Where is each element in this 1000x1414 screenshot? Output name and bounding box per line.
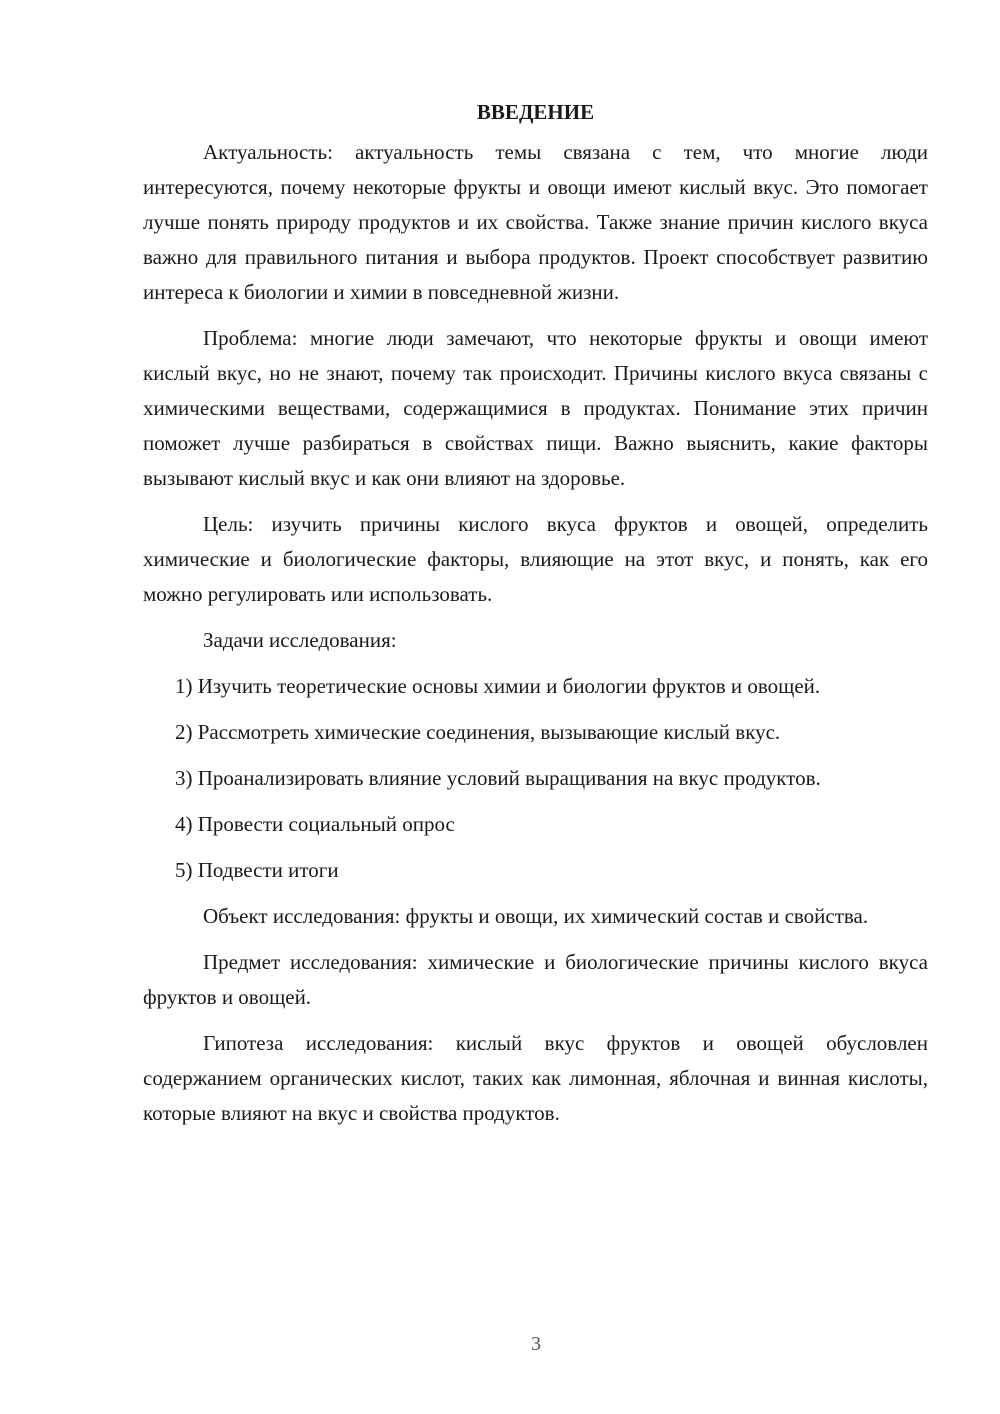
hypothesis-paragraph: Гипотеза исследования: кислый вкус фруктов и овощей обусловлен содержанием органических кислот, таких как лимонная, яблочная и винная кислоты, которые влияют на вкус и свойства продуктов. (143, 1031, 928, 1125)
tasks-heading: Задачи исследования: (203, 628, 397, 652)
page-title: ВВЕДЕНИЕ (476, 100, 595, 124)
task-item: 3) Проанализировать влияние условий выращивания на вкус продуктов. (175, 766, 821, 790)
relevance-paragraph: Актуальность: актуальность темы связана с тем, что многие люди интересуются, почему некоторые фрукты и овощи имеют кислый вкус. Это помогает лучше понять природу продуктов и их свойства. Также знание причин кислого вкуса важно для правильного питания и выбора продуктов. Проект способствует развитию интереса к биологии и химии в повседневной жизни. (143, 140, 928, 304)
task-item: 4) Провести социальный опрос (175, 812, 455, 836)
document-page (143, 95, 928, 1142)
tasks-list (143, 669, 928, 888)
task-item: 1) Изучить теоретические основы химии и биологии фруктов и овощей. (175, 674, 821, 698)
task-item: 5) Подвести итоги (175, 858, 339, 882)
subject-paragraph: Предмет исследования: химические и биологические причины кислого вкуса фруктов и овощей. (143, 950, 928, 1009)
task-item: 2) Рассмотреть химические соединения, вызывающие кислый вкус. (175, 720, 781, 744)
problem-paragraph: Проблема: многие люди замечают, что некоторые фрукты и овощи имеют кислый вкус, но не знают, почему так происходит. Причины кислого вкуса связаны с химическими веществами, содержащимися в продуктах. Понимание этих причин поможет лучше разбираться в свойствах пищи. Важно выяснить, какие факторы вызывают кислый вкус и как они влияют на здоровье. (143, 326, 928, 490)
object-paragraph: Объект исследования: фрукты и овощи, их химический состав и свойства. (203, 904, 869, 928)
page-number: 3 (531, 1333, 541, 1355)
goal-paragraph: Цель: изучить причины кислого вкуса фруктов и овощей, определить химические и биологические факторы, влияющие на этот вкус, и понять, как его можно регулировать или использовать. (143, 512, 928, 606)
